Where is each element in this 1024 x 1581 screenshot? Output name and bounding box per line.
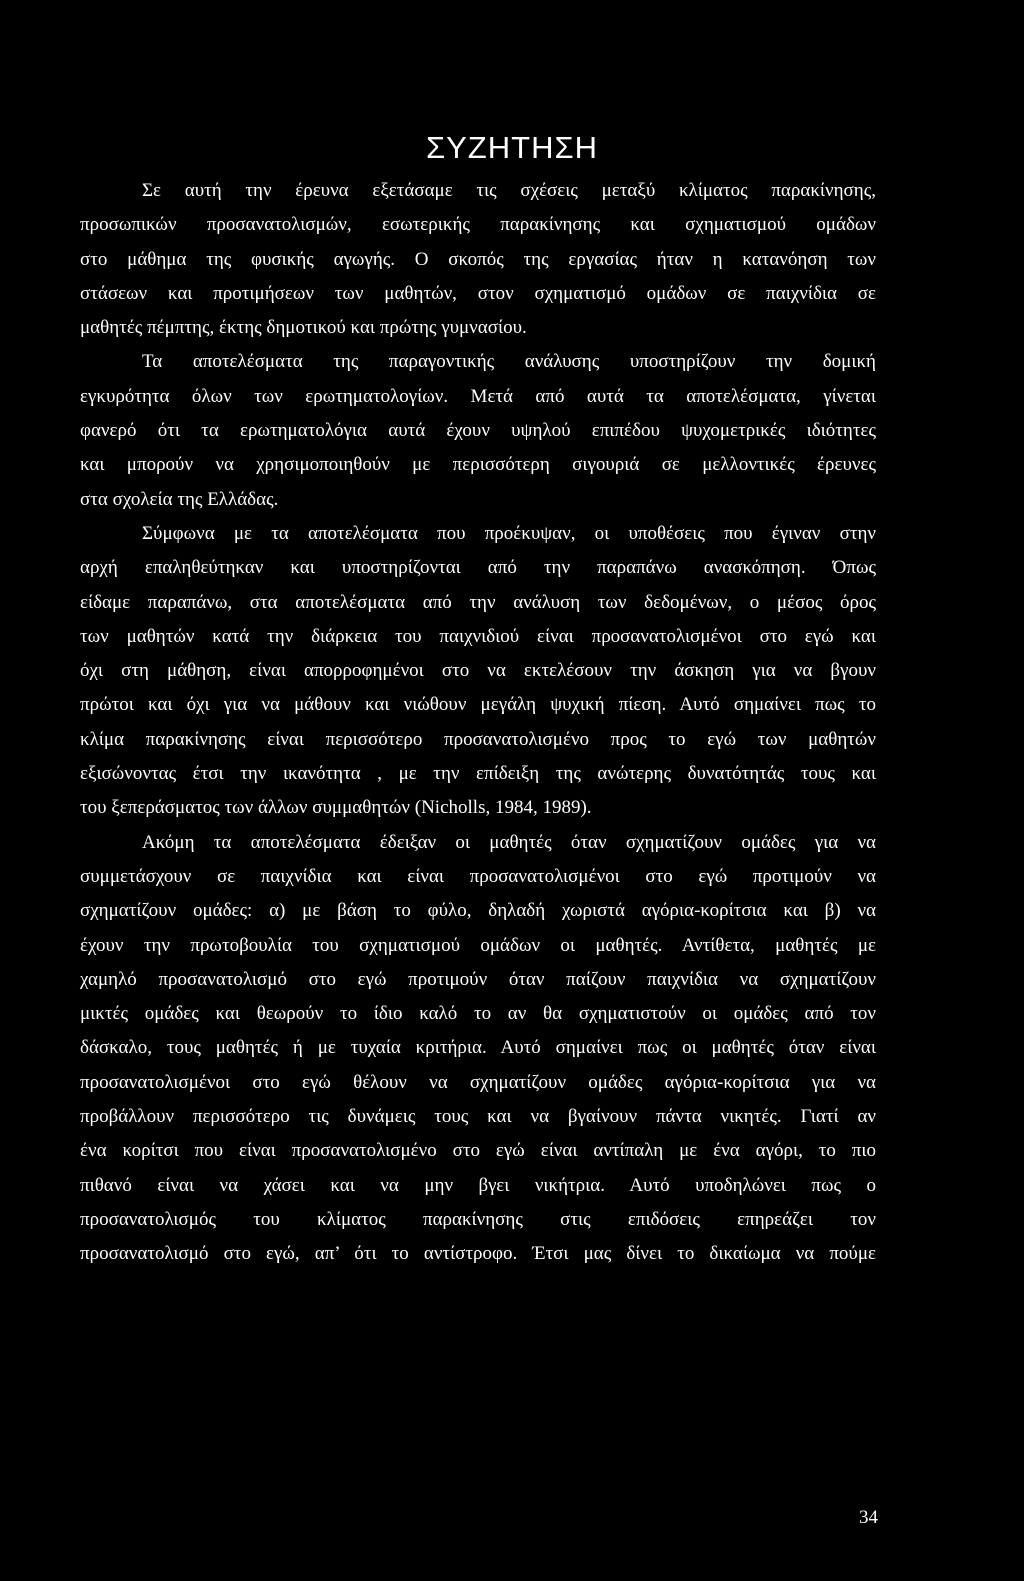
section-title: ΣΥΖΗΤΗΣΗ: [425, 130, 599, 165]
text-line: προβάλλουν περισσότερο τις δυνάμεις τους και να βγαίνουν πάντα νικητές. Γιατί αν: [80, 1106, 876, 1128]
text-line: είδαμε παραπάνω, στα αποτελέσματα από την ανάλυση των δεδομένων, ο μέσος όρος: [80, 591, 876, 613]
text-line: σχηματίζουν ομάδες: α) με βάση το φύλο, δηλαδή χωριστά αγόρια-κορίτσια και β) να: [80, 900, 876, 922]
text-line: ένα κορίτσι που είναι προσανατολισμένο στο εγώ είναι αντίπαλη με ένα αγόρι, το πιο: [80, 1140, 876, 1162]
text-line: εξισώνοντας έτσι την ικανότητα , με την επίδειξη της ανώτερης δυνατότητάς τους και: [80, 763, 876, 785]
text-line: προσανατολισμένοι στο εγώ θέλουν να σχηματίζουν ομάδες αγόρια-κορίτσια για να: [80, 1071, 876, 1093]
text-line: έχουν την πρωτοβουλία του σχηματισμού ομάδων οι μαθητές. Αντίθετα, μαθητές με: [80, 934, 876, 956]
text-line: προσωπικών προσανατολισμών, εσωτερικής παρακίνησης και σχηματισμού ομάδων: [80, 214, 876, 236]
text-line: και μπορούν να χρησιμοποιηθούν με περισσότερη σιγουριά σε μελλοντικές έρευνες: [80, 454, 876, 476]
text-line: προσανατολισμό στο εγώ, απ’ ότι το αντίστροφο. Έτσι μας δίνει το δικαίωμα να πούμε: [80, 1243, 876, 1265]
body-text: [80, 174, 876, 1272]
text-line: πιθανό είναι να χάσει και να μην βγει νικήτρια. Αυτό υποδηλώνει πως ο: [80, 1174, 876, 1196]
text-line: του ξεπεράσματος των άλλων συμμαθητών (Nicholls, 1984, 1989).: [80, 797, 592, 819]
text-line: στο μάθημα της φυσικής αγωγής. Ο σκοπός της εργασίας ήταν η κατανόηση των: [80, 248, 876, 270]
text-line: Σε αυτή την έρευνα εξετάσαμε τις σχέσεις μεταξύ κλίματος παρακίνησης,: [142, 180, 876, 201]
text-line: στάσεων και προτιμήσεων των μαθητών, στον σχηματισμό ομάδων σε παιχνίδια σε: [80, 282, 876, 304]
text-line: φανερό ότι τα ερωτηματολόγια αυτά έχουν υψηλού επιπέδου ψυχομετρικές ιδιότητες: [80, 420, 876, 442]
text-line: μαθητές πέμπτης, έκτης δημοτικού και πρώτης γυμνασίου.: [80, 317, 527, 339]
text-line: όχι στη μάθηση, είναι απορροφημένοι στο να εκτελέσουν την άσκηση για να βγουν: [80, 660, 876, 682]
text-line: αρχή επαληθεύτηκαν και υποστηρίζονται από την παραπάνω ανασκόπηση. Όπως: [80, 557, 876, 579]
text-line: δάσκαλο, τους μαθητές ή με τυχαία κριτήρια. Αυτό σημαίνει πως οι μαθητές όταν είναι: [80, 1037, 876, 1059]
text-line: κλίμα παρακίνησης είναι περισσότερο προσανατολισμένο προς το εγώ των μαθητών: [80, 728, 876, 750]
text-line: Τα αποτελέσματα της παραγοντικής ανάλυσης υποστηρίζουν την δομική: [142, 351, 876, 373]
text-line: Ακόμη τα αποτελέσματα έδειξαν οι μαθητές όταν σχηματίζουν ομάδες για να: [142, 831, 876, 853]
page-number: 34: [859, 1507, 878, 1528]
text-line: των μαθητών κατά την διάρκεια του παιχνιδιού είναι προσανατολισμένοι στο εγώ και: [80, 625, 876, 647]
text-line: πρώτοι και όχι για να μάθουν και νιώθουν μεγάλη ψυχική πίεση. Αυτό σημαίνει πως το: [80, 694, 876, 716]
text-line: στα σχολεία της Ελλάδας.: [80, 488, 279, 510]
text-line: εγκυρότητα όλων των ερωτηματολογίων. Μετά από αυτά τα αποτελέσματα, γίνεται: [80, 385, 876, 407]
text-line: Σύμφωνα με τα αποτελέσματα που προέκυψαν, οι υποθέσεις που έγιναν στην: [142, 522, 876, 544]
text-line: συμμετάσχουν σε παιχνίδια και είναι προσανατολισμένοι στο εγώ προτιμούν να: [80, 865, 876, 887]
text-line: μικτές ομάδες και θεωρούν το ίδιο καλό το αν θα σχηματιστούν οι ομάδες από τον: [80, 1003, 876, 1025]
text-line: χαμηλό προσανατολισμό στο εγώ προτιμούν όταν παίζουν παιχνίδια να σχηματίζουν: [80, 968, 876, 990]
text-line: προσανατολισμός του κλίματος παρακίνησης στις επιδόσεις επηρεάζει τον: [80, 1208, 876, 1230]
